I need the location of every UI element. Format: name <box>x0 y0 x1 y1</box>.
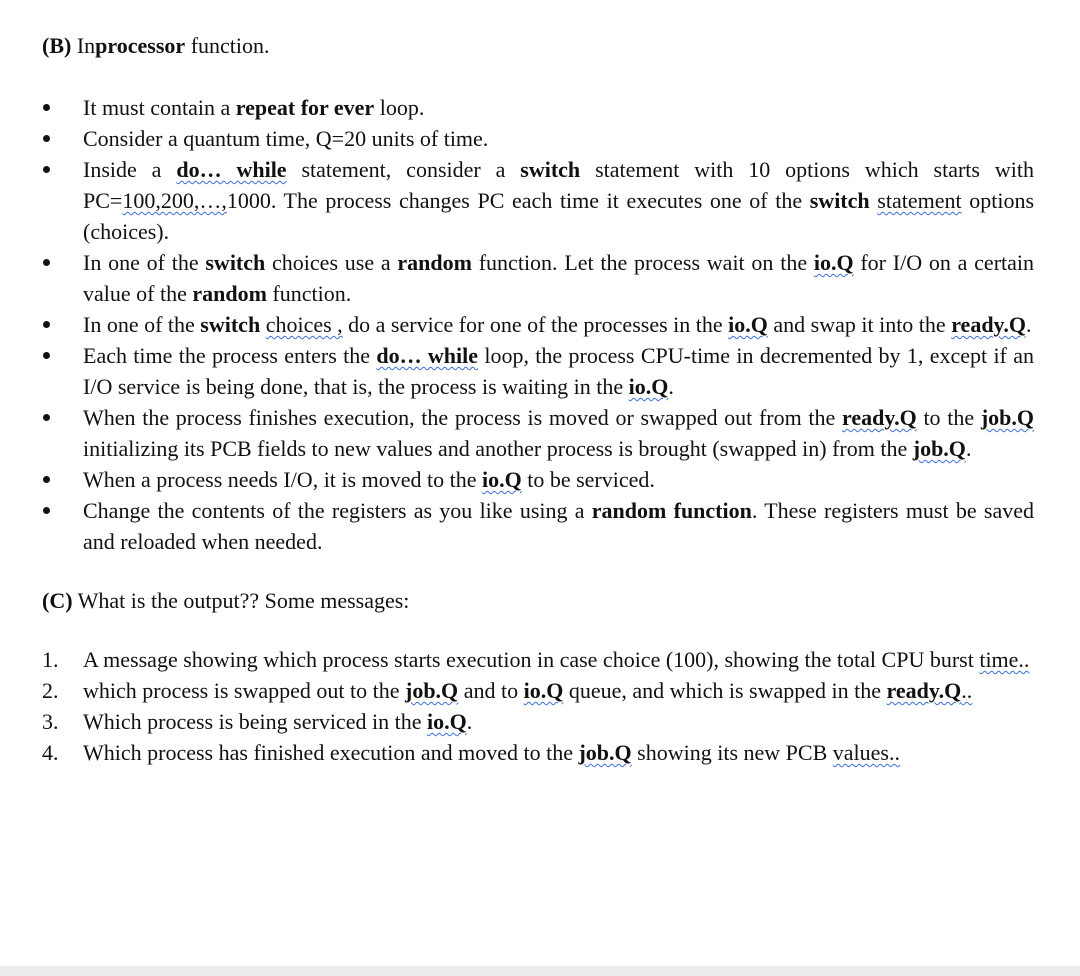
list-item: Each time the process enters the do… while loop, the process CPU-time in decremented by 1, except if an I/O service is being done, that is, the process is waiting in the io.Q. <box>42 340 1034 402</box>
list-item: 2. which process is swapped out to the job.Q and to io.Q queue, and which is swapped in the ready.Q.. <box>42 675 1034 706</box>
item-number: 1. <box>42 647 59 672</box>
item-number: 4. <box>42 740 59 765</box>
section-b-heading <box>42 30 1034 61</box>
list-item: 3. Which process is being serviced in the io.Q. <box>42 706 1034 737</box>
item-number: 3. <box>42 709 59 734</box>
list-item: Change the contents of the registers as you like using a random function. These registers must be saved and reloaded when needed. <box>42 495 1034 557</box>
list-item: When a process needs I/O, it is moved to the io.Q to be serviced. <box>42 464 1034 495</box>
list-item: Inside a do… while statement, consider a switch statement with 10 options which starts with PC=100,200,…,1000. The process changes PC each time it executes one of the switch statement options (choices). <box>42 154 1034 247</box>
list-item: When the process finishes execution, the process is moved or swapped out from the ready.Q to the job.Q initializing its PCB fields to new values and another process is brought (swapped in) from the job.Q. <box>42 402 1034 464</box>
list-item: It must contain a repeat for ever loop. <box>42 92 1034 123</box>
list-item: 1. A message showing which process starts execution in case choice (100), showing the total CPU burst time.. <box>42 644 1034 675</box>
list-item: 4. Which process has finished execution and moved to the job.Q showing its new PCB values.. <box>42 737 1034 768</box>
section-c-text: What is the output?? Some messages: <box>72 588 410 613</box>
list-item: In one of the switch choices , do a service for one of the processes in the io.Q and swap it into the ready.Q. <box>42 309 1034 340</box>
spacer <box>42 616 1034 644</box>
section-b-label: (B) <box>42 33 72 58</box>
section-c-heading <box>42 585 1034 616</box>
section-b-post: function. <box>185 33 270 58</box>
document-body <box>42 30 1034 768</box>
list-item: In one of the switch choices use a random function. Let the process wait on the io.Q for I/O on a certain value of the random function. <box>42 247 1034 309</box>
item-number: 2. <box>42 678 59 703</box>
section-c-label: (C) <box>42 588 73 613</box>
processor-requirements-list <box>42 92 1034 557</box>
page-bottom-edge <box>0 966 1080 976</box>
spacer <box>42 557 1034 585</box>
output-messages-list <box>42 644 1034 768</box>
section-b-pre: In <box>76 33 96 58</box>
spacer <box>42 61 1034 92</box>
section-b-keyword: processor <box>95 33 186 58</box>
list-item: Consider a quantum time, Q=20 units of time. <box>42 123 1034 154</box>
